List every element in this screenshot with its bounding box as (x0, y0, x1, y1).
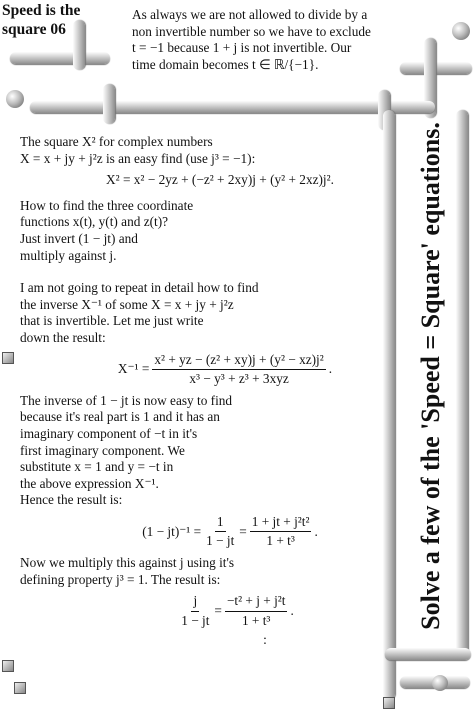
middle-rail (30, 101, 435, 113)
text-line: functions x(t), y(t) and z(t)? (20, 214, 169, 230)
title-line-2: square 06 (2, 21, 66, 38)
trailing-colon: : (263, 632, 267, 648)
top-left-bar (10, 52, 110, 64)
fraction (250, 514, 312, 550)
equals-sign: = (214, 603, 222, 619)
text-line: imaginary component of −t in it's (20, 425, 198, 441)
fraction-numerator: 1 (215, 514, 226, 533)
side-banner-text: Solve a few of the 'Speed = Square' equations. (416, 122, 445, 630)
equals-sign: = (239, 523, 247, 539)
bottom-right-ball (432, 675, 448, 691)
fraction (179, 593, 211, 629)
text-line: Hence the result is: (20, 492, 123, 508)
title-line-1: Speed is the (2, 2, 81, 19)
fraction-numerator: −t² + j + j²t (225, 593, 288, 612)
inverse-fraction (152, 352, 325, 388)
intro-line: time domain becomes t ∈ ℝ/{−1}. (132, 56, 319, 72)
right-rail (383, 110, 395, 700)
text-line: Now we multiply this against j using it's (20, 555, 235, 571)
middle-post-a (103, 84, 115, 124)
left-marker-2 (2, 660, 14, 672)
text-line: multiply against j. (20, 247, 117, 263)
text-line: The square X² for complex numbers (20, 134, 213, 149)
text-line: defining property j³ = 1. The result is: (20, 571, 221, 587)
bottom-marker (383, 697, 395, 709)
equation-square (60, 172, 380, 189)
page-title (2, 1, 88, 39)
equation-text: X² = x² − 2yz + (−z² + 2xy)j + (y² + 2xz)j². (106, 172, 334, 188)
text-line: How to find the three coordinate (20, 197, 194, 213)
fraction-denominator: 1 + t³ (266, 533, 295, 549)
left-ball (6, 90, 24, 108)
text-line: first imaginary component. We (20, 442, 185, 458)
equation-lhs: X⁻¹ = (117, 361, 150, 377)
equation-lhs: (1 − jt)⁻¹ = (142, 523, 202, 539)
text-line: I am not going to repeat in detail how to find (20, 280, 259, 296)
intro-line: t = −1 because 1 + j is not invertible. Our (132, 40, 352, 55)
fraction-numerator: 1 + jt + j²t² (250, 514, 312, 533)
equation-period: . (314, 523, 318, 539)
text-line: the above expression X⁻¹. (20, 475, 159, 491)
fraction-denominator: 1 + t³ (241, 612, 271, 628)
equation-inverse (70, 352, 380, 388)
equation-result (90, 593, 380, 629)
text-line: down the result: (20, 329, 106, 345)
fraction-denominator: x³ − y³ + z³ + 3xyz (189, 371, 289, 387)
fraction-numerator: j (191, 593, 199, 612)
text-line: that is invertible. Let me just write (20, 313, 204, 329)
text-line: The inverse of 1 − jt is now easy to find (20, 392, 233, 408)
intro-paragraph (132, 7, 470, 73)
text-line: Just invert (1 − jt) and (20, 230, 138, 246)
fraction (225, 593, 288, 629)
intro-line: non invertible number so we have to exclude (132, 23, 371, 39)
text-line: substitute x = 1 and y = −t in (20, 459, 174, 475)
intro-line: As always we are not allowed to divide by a (132, 7, 368, 22)
text-line: because it's real part is 1 and it has an (20, 409, 220, 425)
equation-period: . (290, 603, 294, 619)
fraction-denominator: 1 − jt (206, 533, 235, 549)
fraction-numerator: x² + yz − (z² + xy)j + (y² − xz)j² (152, 352, 325, 371)
main-body (20, 134, 380, 646)
text-line: the inverse X⁻¹ of some X = x + jy + j²z (20, 296, 234, 312)
side-banner (407, 96, 455, 656)
text-line: X = x + jy + j²z is an easy find (use j³ = −1): (20, 150, 256, 166)
left-marker-3 (14, 682, 26, 694)
left-marker-1 (2, 352, 14, 364)
fraction (204, 514, 236, 550)
fraction-denominator: 1 − jt (181, 612, 210, 628)
equation-one-minus-jt (80, 514, 380, 550)
equation-period: . (328, 361, 333, 377)
right-outer-rail (456, 110, 468, 660)
